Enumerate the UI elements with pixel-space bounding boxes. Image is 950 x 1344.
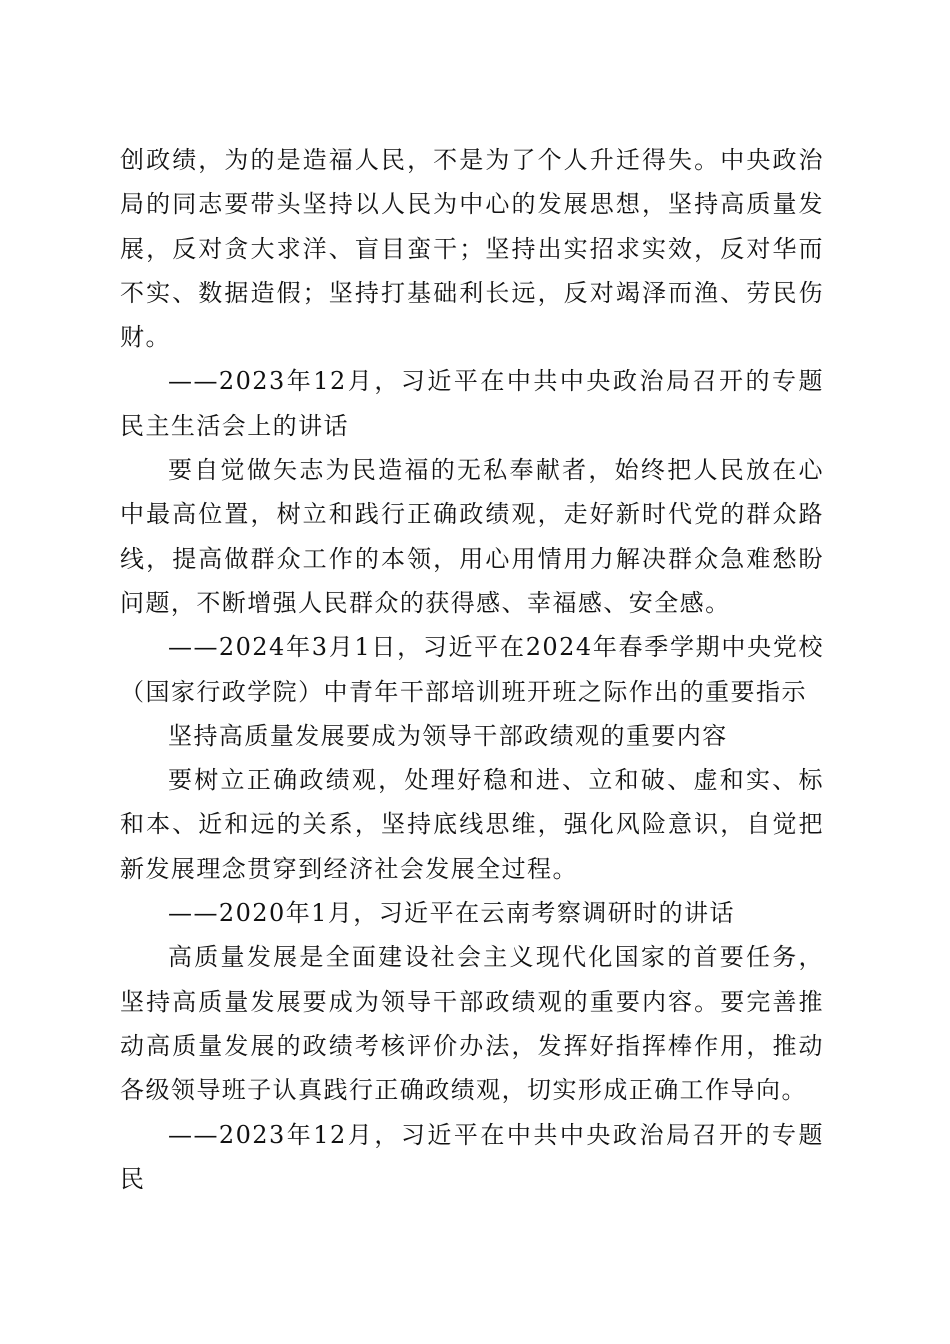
paragraph-4: 高质量发展是全面建设社会主义现代化国家的首要任务，坚持高质量发展要成为领导干部政绩观的重要内容。要完善推动高质量发展的政绩考核评价办法，发挥好指挥棒作用，推动各级领导班子认真践行正确政绩观，切实形成正确工作导向。 (120, 943, 824, 1105)
paragraph-2: 要自觉做矢志为民造福的无私奉献者，始终把人民放在心中最高位置，树立和践行正确政绩观，走好新时代党的群众路线，提高做群众工作的本领，用心用情用力解决群众急难愁盼问题，不断增强人民群众的获得感、幸福感、安全感。 (120, 456, 824, 617)
citation-2: ——2024年3月1日，习近平在2024年春季学期中央党校（国家行政学院）中青年干部培训班开班之际作出的重要指示 (120, 633, 824, 706)
citation-1: ——2023年12月，习近平在中共中央政治局召开的专题民主生活会上的讲话 (120, 367, 824, 440)
citation-3: ——2020年1月，习近平在云南考察调研时的讲话 (168, 899, 735, 928)
paragraph-1: 创政绩，为的是造福人民，不是为了个人升迁得失。中央政治局的同志要带头坚持以人民为中心的发展思想，坚持高质量发展，反对贪大求洋、盲目蛮干；坚持出实招求实效，反对华而不实、数据造假；坚持打基础利长远，反对竭泽而渔、劳民伤财。 (120, 146, 824, 352)
citation-4: ——2023年12月，习近平在中共中央政治局召开的专题民 (120, 1120, 824, 1193)
paragraph-3: 要树立正确政绩观，处理好稳和进、立和破、虚和实、标和本、近和远的关系，坚持底线思维，强化风险意识，自觉把新发展理念贯穿到经济社会发展全过程。 (120, 766, 824, 883)
document-body (120, 138, 824, 1201)
section-heading: 坚持高质量发展要成为领导干部政绩观的重要内容 (168, 721, 728, 750)
